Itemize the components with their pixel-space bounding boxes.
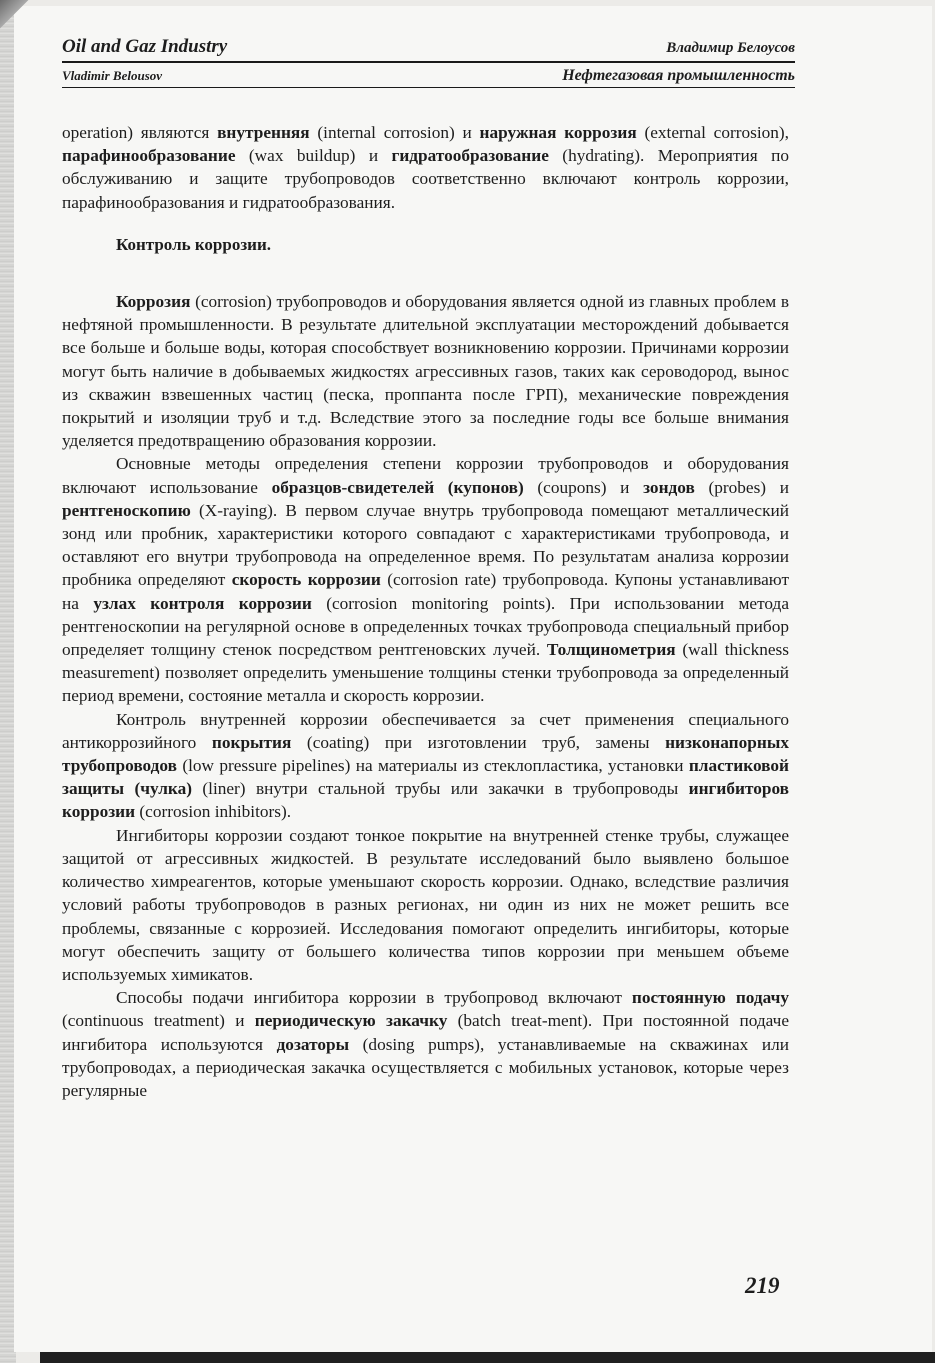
journal-title-ru: Нефтегазовая промышленность — [562, 67, 795, 84]
text-run: (corrosion) трубопроводов и оборудования является одной из главных проблем в нефтяной промышленности. В результате длительной эксплуатации месторождений добывается все больше и больше воды, которая способствует возникновению коррозии. Причинами коррозии могут быть наличие в добываемых жидкостях агрессивных газов, таких как сероводород, вынос из скважин взвешенных частиц (песка, проппанта после ГРП), механические повреждения покрытий и изоляции труб и т.д. Вследствие этого за последние годы все больше внимания уделяется предотвращению образования коррозии. — [62, 292, 789, 451]
text-run: Контроль внутренней коррозии обеспечивается за счет применения специального антикоррозийного — [62, 709, 789, 752]
text-run: (internal corrosion) и — [309, 123, 480, 142]
header-row-1 — [62, 36, 795, 58]
text-run: Ингибиторы коррозии создают тонкое покрытие на внутренней стенке трубы, служащее защитой от агрессивных жидкостей. В результате исследований было выявлено большое количество химреагентов, которые уменьшают скорость коррозии. Однако, вследствие различия условий работы трубопроводов в разных регионах, ни один из них не может решить все проблемы, связанные с коррозией. Исследования помогают определить ингибиторы, которые могут обеспечить защиту от большего количества типов коррозии при меньшем объеме используемых химикатов. — [62, 825, 789, 984]
bold-term: низконапорных трубопроводов — [62, 732, 789, 776]
bold-term: парафинообразование — [62, 146, 236, 166]
text-run: (probes) и — [694, 477, 789, 497]
paragraph — [62, 452, 789, 707]
bold-term: узлах контроля коррозии — [93, 593, 312, 613]
journal-title-en: Oil and Gaz Industry — [62, 36, 228, 57]
section-heading — [116, 233, 789, 256]
text-run: operation) являются — [62, 123, 218, 142]
bold-term: периодическую закачку — [254, 1011, 448, 1031]
text-run: (low pressure pipelines) на материалы из стеклопластика, установки — [176, 756, 689, 776]
bold-term: ингибиторов коррозии — [62, 779, 789, 822]
paragraph — [62, 121, 789, 214]
running-header — [62, 36, 795, 88]
page-number: 219 — [745, 1273, 780, 1298]
text-run: (liner) внутри стальной трубы или закачки в трубопроводы — [192, 779, 689, 799]
text-run: (coupons) и — [523, 477, 644, 497]
text-run: Способы подачи ингибитора коррозии в трубопровод включают — [116, 988, 632, 1008]
text-run: (wax buildup) и — [235, 146, 392, 166]
bold-term: внутренняя — [217, 123, 310, 142]
text-run: Основные методы определения степени коррозии трубопроводов и оборудования включают использование — [62, 454, 789, 497]
text-run: (coating) при изготовлении труб, замены — [291, 732, 666, 752]
bold-term: дозаторы — [276, 1034, 350, 1054]
text-run: (dosing pumps), устанавливаемые на скважинах или трубопроводах, а периодическая закачка осуществляется с мобильных установок, которые через регулярные — [62, 1034, 789, 1100]
header-row-2 — [62, 67, 795, 85]
author-name-ru: Владимир Белоусов — [666, 40, 795, 56]
page-fold — [0, 0, 40, 40]
bold-term: зондов — [643, 477, 695, 497]
text-run: (wall thickness measurement) позволяет определить уменьшение толщины стенки трубопровода за определенный период времени, состояние металла и скорость коррозии. — [62, 640, 790, 706]
bold-term: Толщинометрия — [546, 640, 676, 660]
bold-term: пластиковой защиты (чулка) — [62, 756, 789, 799]
bold-term: наружная коррозия — [479, 123, 637, 142]
text-run: (corrosion monitoring points). При использовании метода рентгеноскопии на регулярной основе в определенных точках трубопровода специальный прибор определяет толщину стенок посредством рентгеновских лучей. — [62, 593, 790, 660]
bold-term: постоянную подачу — [631, 988, 789, 1008]
bold-term: скорость коррозии — [231, 570, 381, 590]
bold-term: Коррозия — [116, 292, 191, 312]
text-run: (hydrating). Мероприятия по обслуживанию и защите трубопроводов соответственно включают контроль коррозии, парафинообразования и гидратообразования. — [62, 146, 789, 212]
text-run: (batch treat-ment). При постоянной подаче ингибитора используются — [62, 1011, 790, 1054]
bold-term: рентгеноскопию — [62, 500, 191, 520]
paragraph — [62, 824, 789, 986]
paragraph — [62, 986, 789, 1102]
text-run: Контроль коррозии. — [116, 234, 271, 254]
bold-term: покрытия — [211, 732, 292, 752]
paragraph — [62, 708, 789, 824]
bold-term: образцов-свидетелей (купонов) — [271, 477, 524, 497]
scan-bottom-edge — [40, 1352, 935, 1363]
text-run: (external corrosion), — [636, 123, 789, 142]
text-run: (X-raying). В первом случае внутрь трубопровода помещают металлический зонд или пробник, характеристики которого совпадают с характеристиками трубопровода, и оставляют его внутри трубопровода на определенное время. По результатам анализа коррозии пробника определяют — [62, 500, 789, 590]
bold-term: гидратообразование — [391, 146, 549, 166]
header-rule-thin — [62, 87, 795, 88]
paragraph — [62, 290, 789, 452]
header-rule — [62, 61, 795, 63]
article-body — [62, 121, 789, 1102]
text-run: (corrosion rate) трубопровода. Купоны устанавливают на — [62, 570, 789, 613]
text-run: (corrosion inhibitors). — [135, 802, 292, 822]
author-name-en: Vladimir Belousov — [62, 68, 163, 83]
text-run: (continuous treatment) и — [62, 1011, 255, 1031]
